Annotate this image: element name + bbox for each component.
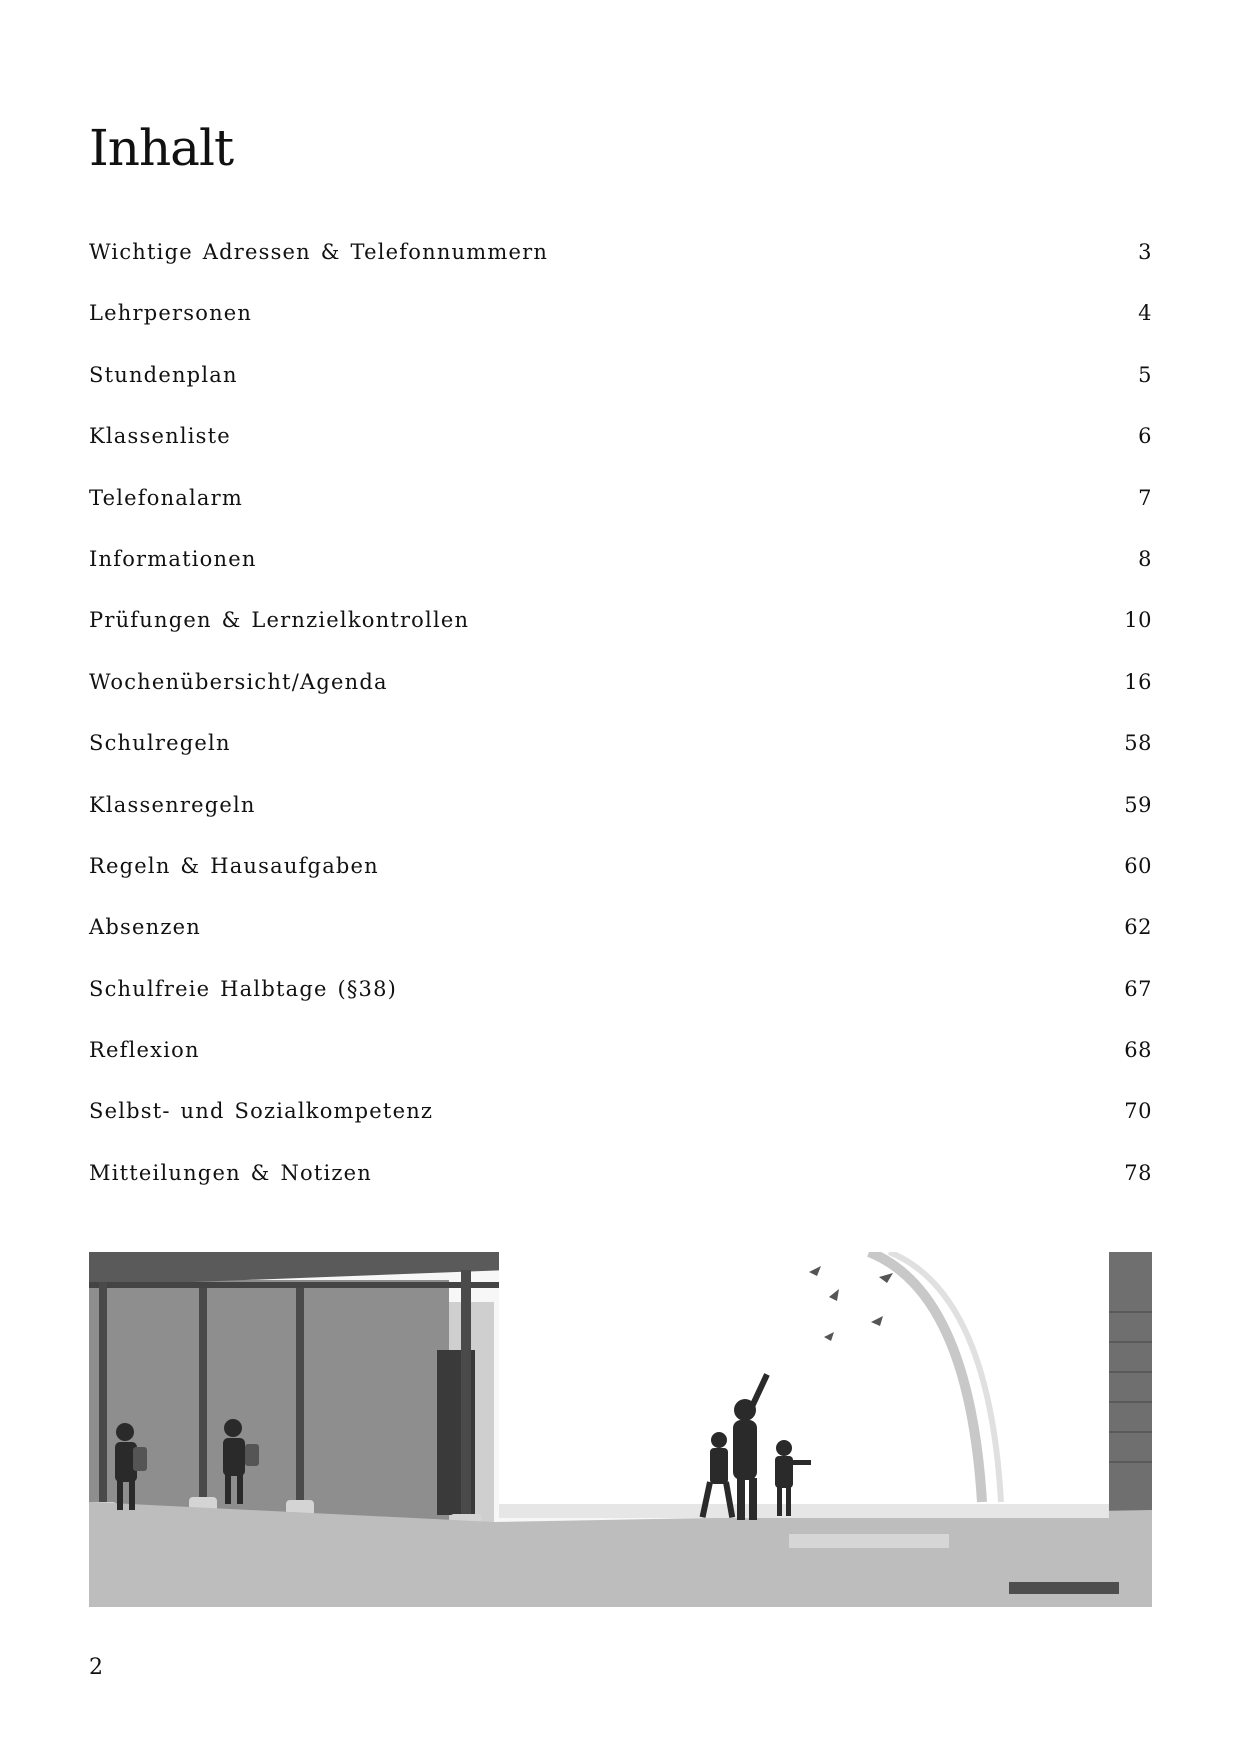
toc-entry-page: 16 (1124, 669, 1152, 694)
toc-entry-page: 6 (1138, 424, 1152, 449)
toc-entry-label: Klassenliste (89, 424, 231, 449)
toc-entry-label: Absenzen (89, 915, 201, 940)
toc-entry-label: Wochenübersicht/Agenda (89, 669, 388, 694)
toc-entry-label: Wichtige Adressen & Telefonnummern (89, 240, 549, 264)
toc-entry[interactable] (89, 547, 1152, 608)
page-title: Inhalt (89, 119, 234, 177)
toc-entry-page: 3 (1138, 240, 1152, 264)
toc-entry-label: Regeln & Hausaufgaben (89, 853, 379, 878)
toc-entry-page: 70 (1124, 1099, 1152, 1124)
toc-entry-page: 68 (1124, 1038, 1152, 1063)
schoolyard-photo (89, 1252, 1152, 1607)
toc-entry-page: 8 (1138, 546, 1152, 571)
toc-entry-page: 59 (1124, 792, 1152, 817)
toc-entry-label: Schulfreie Halbtage (§38) (89, 976, 398, 1001)
page-number: 2 (89, 1655, 103, 1680)
toc-entry[interactable] (89, 731, 1152, 792)
toc-entry-page: 62 (1124, 915, 1152, 940)
schoolyard-illustration (89, 1252, 1152, 1607)
toc-entry[interactable] (89, 363, 1152, 424)
toc-entry-label: Informationen (89, 546, 257, 571)
toc-entry-label: Stundenplan (89, 362, 238, 387)
toc-entry[interactable] (89, 1161, 1152, 1222)
toc-entry-page: 10 (1124, 608, 1152, 633)
toc-entry-label: Klassenregeln (89, 792, 256, 817)
toc-entry-label: Prüfungen & Lernzielkontrollen (89, 608, 470, 633)
toc-entry-page: 5 (1138, 362, 1152, 387)
toc-entry-page: 7 (1138, 485, 1152, 510)
toc-entry-page: 78 (1124, 1160, 1152, 1185)
toc-entry-label: Lehrpersonen (89, 301, 253, 326)
toc-entry[interactable] (89, 977, 1152, 1038)
toc-entry[interactable] (89, 670, 1152, 731)
toc-entry[interactable] (89, 1038, 1152, 1099)
toc-entry[interactable] (89, 793, 1152, 854)
toc-entry[interactable] (89, 854, 1152, 915)
toc-entry-page: 67 (1124, 976, 1152, 1001)
toc-entry[interactable] (89, 424, 1152, 485)
toc-entry[interactable] (89, 301, 1152, 362)
toc-entry[interactable] (89, 240, 1152, 301)
toc-entry-page: 4 (1138, 301, 1152, 326)
toc-entry-page: 58 (1124, 731, 1152, 756)
toc-entry-label: Telefonalarm (89, 485, 243, 510)
toc-entry[interactable] (89, 608, 1152, 669)
toc-entry-label: Mitteilungen & Notizen (89, 1160, 373, 1185)
table-of-contents (89, 240, 1152, 1222)
toc-entry-label: Reflexion (89, 1038, 200, 1063)
toc-entry-page: 60 (1124, 853, 1152, 878)
toc-entry-label: Schulregeln (89, 731, 231, 756)
toc-entry[interactable] (89, 1099, 1152, 1160)
toc-entry[interactable] (89, 915, 1152, 976)
toc-entry-label: Selbst- und Sozialkompetenz (89, 1099, 434, 1124)
toc-entry[interactable] (89, 486, 1152, 547)
